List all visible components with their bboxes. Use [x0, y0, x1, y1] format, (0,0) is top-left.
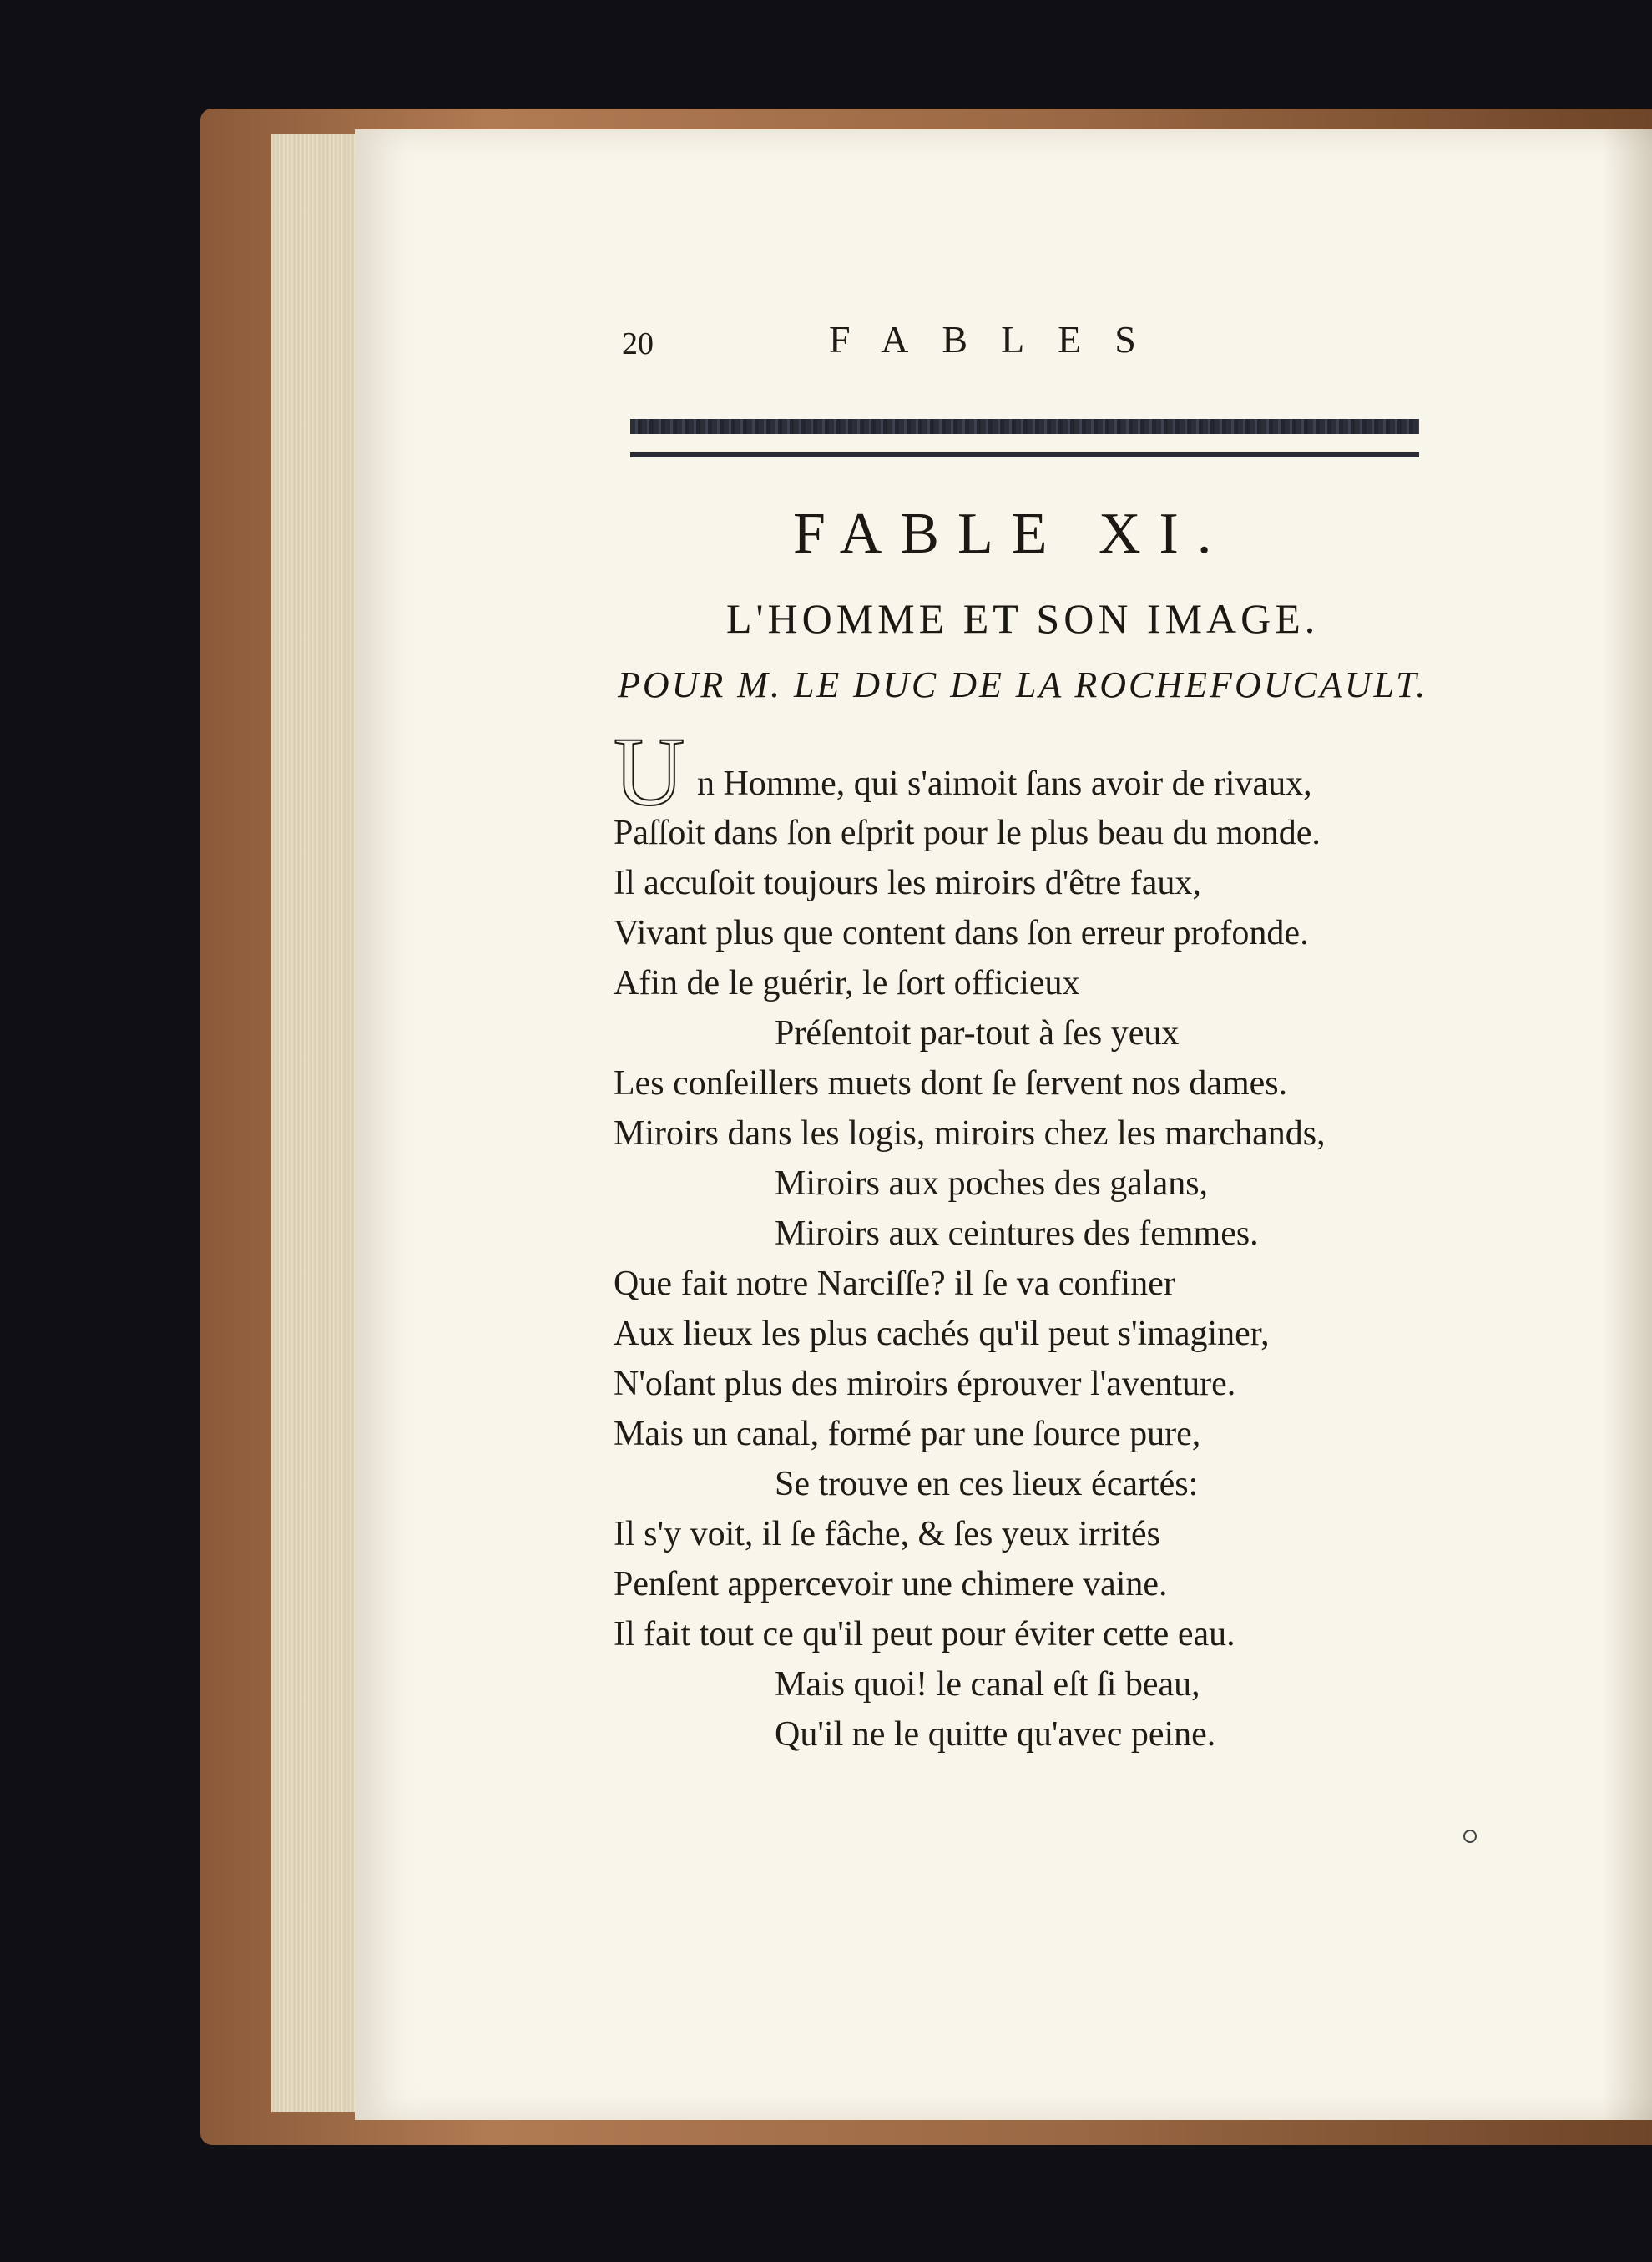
poem-line: Miroirs dans les logis, miroirs chez les marchands,	[614, 1114, 1326, 1153]
poem-line: Se trouve en ces lieux écartés:	[775, 1465, 1199, 1503]
poem-line: Miroirs aux ceintures des femmes.	[775, 1214, 1259, 1253]
poem-line: Les conſeillers muets dont ſe ſervent nos dames.	[614, 1064, 1288, 1103]
poem-line: Paſſoit dans ſon eſprit pour le plus beau du monde.	[614, 814, 1321, 852]
poem-line: Vivant plus que content dans ſon erreur profonde.	[614, 914, 1309, 952]
poem-line: Qu'il ne le quitte qu'avec peine.	[775, 1715, 1216, 1754]
poem-line: Miroirs aux poches des galans,	[775, 1164, 1209, 1203]
poem-line: n Homme, qui s'aimoit ſans avoir de rivaux,	[697, 765, 1312, 803]
ornamental-rule-thick	[630, 419, 1419, 434]
poem-line: Il s'y voit, il ſe fâche, & ſes yeux irrités	[614, 1515, 1160, 1553]
poem-line: Il fait tout ce qu'il peut pour éviter cette eau.	[614, 1615, 1235, 1654]
poem-line: N'oſant plus des miroirs éprouver l'aventure.	[614, 1365, 1236, 1403]
page-edges	[271, 134, 363, 2112]
ornamental-rule-thin	[630, 452, 1419, 457]
fable-title: FABLE XI.	[793, 502, 1230, 566]
running-head	[622, 317, 1373, 367]
paper-speck	[1463, 1830, 1477, 1843]
poem-line: Mais quoi! le canal eſt ſi beau,	[775, 1665, 1200, 1704]
poem-line: Il accuſoit toujours les miroirs d'être faux,	[614, 864, 1201, 902]
poem-line: Afin de le guérir, le ſort officieux	[614, 964, 1080, 1002]
poem-line: Préſentoit par-tout à ſes yeux	[775, 1014, 1180, 1053]
running-title: FABLES	[829, 318, 1170, 361]
poem-line: Aux lieux les plus cachés qu'il peut s'imaginer,	[614, 1315, 1270, 1353]
page-number: 20	[622, 326, 654, 361]
page-gutter-shadow	[1602, 129, 1652, 2120]
poem-line: Penſent appercevoir une chimere vaine.	[614, 1565, 1168, 1603]
drop-cap: U	[614, 717, 685, 826]
poem-line: Que fait notre Narciſſe? il ſe va confiner	[614, 1265, 1175, 1303]
fable-subtitle: L'HOMME ET SON IMAGE.	[726, 595, 1320, 642]
fable-dedication: POUR M. LE DUC DE LA ROCHEFOUCAULT.	[618, 664, 1428, 705]
poem-line: Mais un canal, formé par une ſource pure,	[614, 1415, 1201, 1453]
